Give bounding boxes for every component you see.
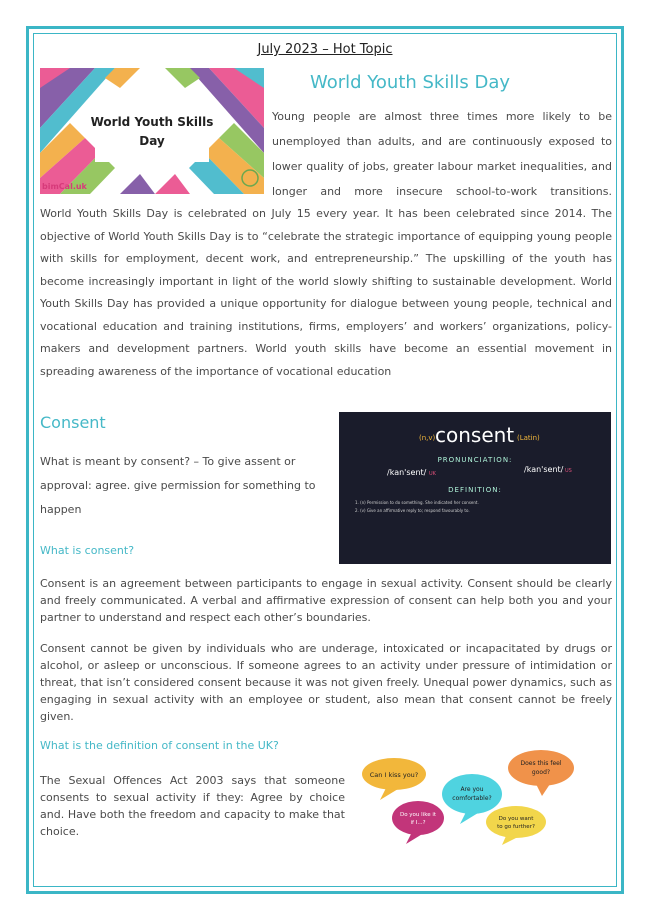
consent-pos: (n,v) [419,434,436,442]
svg-text:to go further?: to go further? [497,824,535,830]
us-tag: US [565,468,572,474]
pronunciation-label: PRONUNCIATION: [437,456,513,464]
wysd-body-paragraph: World Youth Skills Day is celebrated on July 15 every year. It has been celebrated since 2014. The objective of World Youth Skills Day is to “celebrate the strategic importance of equipping young people with skills for employment, decent work, and entrepreneurship.” The upskilling of the youth has become increasingly important in light of the world slowly shifting to sustainable development. World Youth Skills Day has provided a unique opportunity for dialogue between young people, technical and vocational education and training institutions, firms, employers’ and workers’ organizations, policy-makers and development partners. World youth skills have become an essential movement in spreading awareness of the importance of vocational education [40,207,612,378]
definition-2: 2. (v) Give an affirmative reply to; respond favourably to. [355,508,470,513]
consent-word: consent [435,423,515,447]
consent-origin: (Latin) [517,434,540,442]
consent-speech-bubbles-image [356,746,578,846]
consent-paragraph-1: Consent is an agreement between participants to engage in sexual activity. Consent should be clearly and freely communicated. A verbal and affirmative expression of consent can help both you and your partner to understand and respect each other’s boundaries. [40,577,612,624]
svg-text:if I...?: if I...? [410,820,426,826]
uk-definition-heading: What is the definition of consent in the UK? [40,739,279,752]
world-youth-skills-day-image [40,68,264,194]
consent-paragraph-2: Consent cannot be given by individuals who are underage, intoxicated or incapacitated by drugs or alcohol, or asleep or unconscious. If someone agrees to an activity under pressure of intimidation or threat, that isn’t considered consent because it was not given freely. Unequal power dynamics, such as engaging in sexual activity with an employee or student, also mean that consent cannot be freely given. [40,642,612,723]
what-is-consent-heading: What is consent? [40,544,135,557]
pronunciation-uk: /kan'sent/ [387,468,427,477]
consent-definition-image [339,412,611,564]
sexual-offences-act-paragraph: The Sexual Offences Act 2003 says that someone consents to sexual activity if they: Agree by choice and. Have both the freedom and capacity to make that choice. [40,774,345,838]
speech-bubble-feel-good [508,750,574,796]
svg-text:Does this feel: Does this feel [520,760,562,767]
wysd-intro-paragraph: Young people are almost three times more likely to be unemployed than adults, and are continuously exposed to lower quality of jobs, greater labour market inequalities, and longer and more insecure school-to-work transitions. [272,110,612,198]
svg-text:Can I kiss you?: Can I kiss you? [369,771,419,779]
svg-text:Are you: Are you [460,786,484,793]
definition-1: 1. (n) Permission to do something. She indicated her consent. [355,500,479,505]
speech-bubble-like-it [392,801,444,844]
svg-text:Do you want: Do you want [498,816,534,822]
wysd-logo-text: bimCal.uk [42,182,87,191]
uk-tag: UK [429,471,436,477]
definition-label: DEFINITION: [448,486,502,494]
pronunciation-us: /kan'sent/ [524,465,564,474]
speech-bubble-kiss [362,758,426,800]
newsletter-header [0,42,650,57]
wysd-image-caption-line1: World Youth Skills [90,115,214,129]
svg-text:good?: good? [531,769,551,776]
svg-text:Do you like it: Do you like it [399,812,437,818]
svg-text:comfortable?: comfortable? [452,795,492,802]
wysd-image-caption-line2: Day [139,134,165,148]
consent-heading: Consent [40,413,106,432]
speech-bubble-go-further [486,806,546,845]
consent-question: What is meant by consent? – To give assent or approval: agree. give permission for something to happen [40,455,316,516]
header-title: July 2023 – Hot Topic [257,42,393,57]
wysd-title: World Youth Skills Day [309,72,510,93]
